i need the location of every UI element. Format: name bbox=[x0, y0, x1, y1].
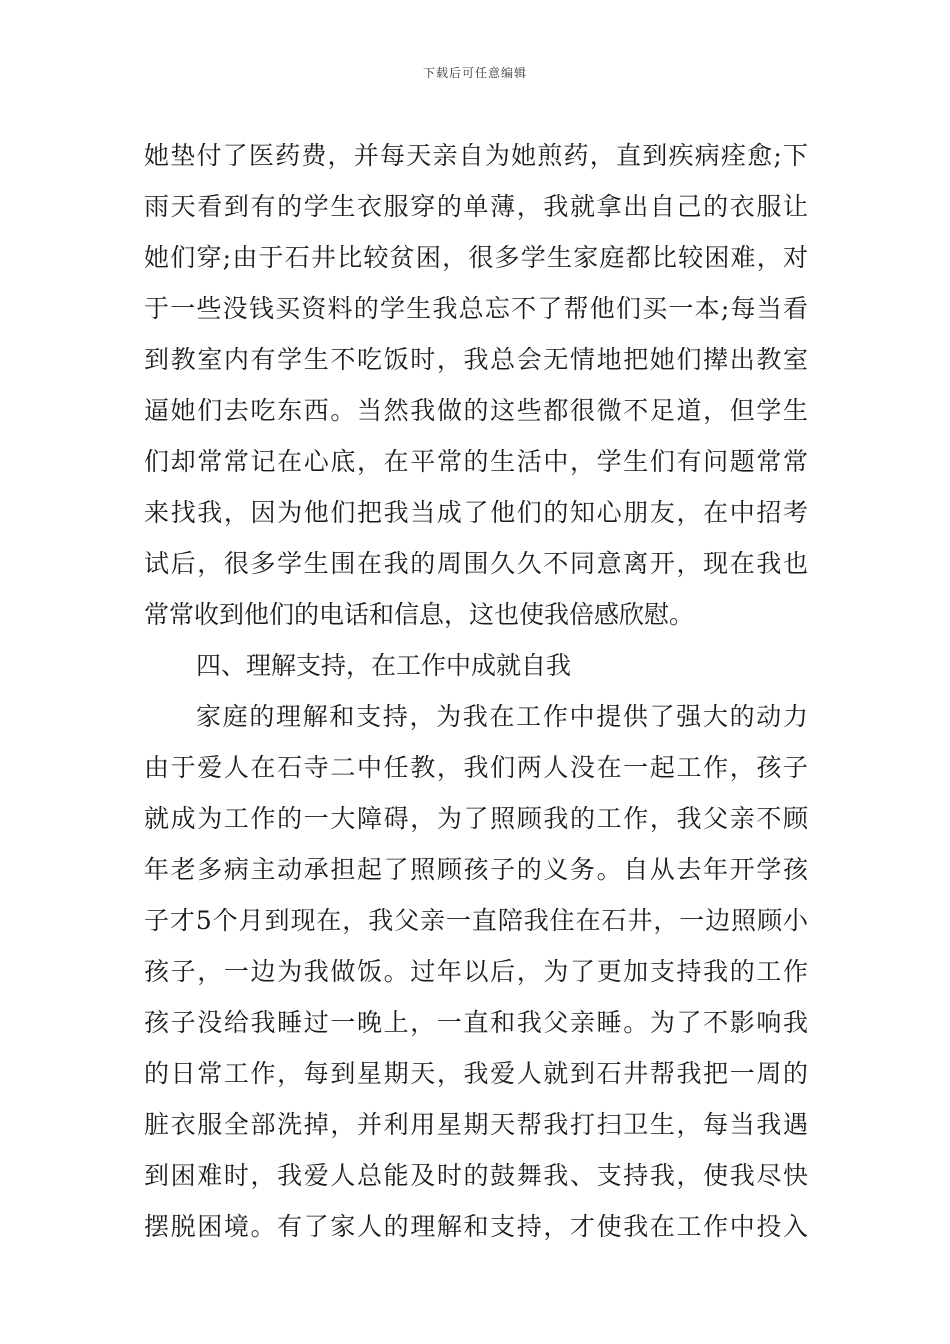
paragraph-line: 们却常常记在心底，在平常的生活中，学生们有问题常常 bbox=[144, 447, 808, 476]
paragraph-line: 她们穿;由于石井比较贫困，很多学生家庭都比较困难，对 bbox=[144, 243, 808, 272]
section-heading: 四、理解支持，在工作中成就自我 bbox=[196, 651, 572, 680]
paragraph-line: 到教室内有学生不吃饭时，我总会无情地把她们撵出教室 bbox=[144, 345, 808, 374]
paragraph-line: 摆脱困境。有了家人的理解和支持，才使我在工作中投入 bbox=[144, 1212, 808, 1241]
paragraph-line: 孩子，一边为我做饭。过年以后，为了更加支持我的工作 bbox=[144, 957, 808, 986]
paragraph-line: 试后，很多学生围在我的周围久久不同意离开，现在我也 bbox=[144, 549, 808, 578]
paragraph-line: 由于爱人在石寺二中任教，我们两人没在一起工作，孩子 bbox=[144, 753, 808, 782]
paragraph-line: 就成为工作的一大障碍，为了照顾我的工作，我父亲不顾 bbox=[144, 804, 808, 833]
paragraph-line: 她垫付了医药费，并每天亲自为她煎药，直到疾病痊愈;下 bbox=[144, 141, 808, 170]
paragraph-line: 年老多病主动承担起了照顾孩子的义务。自从去年开学孩 bbox=[144, 855, 808, 884]
paragraph-line: 到困难时，我爱人总能及时的鼓舞我、支持我，使我尽快 bbox=[144, 1161, 808, 1190]
paragraph-line: 子才5个月到现在，我父亲一直陪我住在石井，一边照顾小 bbox=[144, 906, 808, 935]
paragraph-line: 雨天看到有的学生衣服穿的单薄，我就拿出自己的衣服让 bbox=[144, 192, 808, 221]
body-text bbox=[144, 130, 808, 1252]
paragraph-line: 来找我，因为他们把我当成了他们的知心朋友，在中招考 bbox=[144, 498, 808, 527]
paragraph-line: 孩子没给我睡过一晚上，一直和我父亲睡。为了不影响我 bbox=[144, 1008, 808, 1037]
paragraph-line: 的日常工作，每到星期天，我爱人就到石井帮我把一周的 bbox=[144, 1059, 808, 1088]
paragraph-line: 脏衣服全部洗掉，并利用星期天帮我打扫卫生，每当我遇 bbox=[144, 1110, 808, 1139]
paragraph-line: 于一些没钱买资料的学生我总忘不了帮他们买一本;每当看 bbox=[144, 294, 808, 323]
paragraph-line: 家庭的理解和支持，为我在工作中提供了强大的动力 bbox=[196, 702, 808, 731]
paragraph-line: 常常收到他们的电话和信息，这也使我倍感欣慰。 bbox=[144, 600, 695, 629]
header-note: 下载后可任意编辑 bbox=[422, 66, 527, 80]
paragraph-line: 逼她们去吃东西。当然我做的这些都很微不足道，但学生 bbox=[144, 396, 808, 425]
